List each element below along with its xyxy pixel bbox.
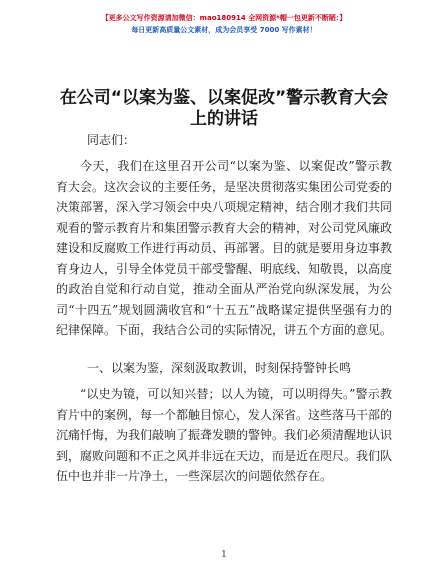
section-heading-1: 一、以案为鉴，深刻汲取教训，时刻保持警钟长鸣 [87, 361, 352, 375]
promo-banner-line-1: 【更多公文写作资源请加微信：mao180914 全网资源*帽一包更新不断陋：】 [101, 14, 347, 22]
document-title-line-1: 在公司“以案为鉴、以案促改”警示教育大会 [59, 88, 389, 108]
salutation: 同志们： [87, 133, 136, 147]
promo-banner-line-2: 每日更新高质量公文素材，成为会员享受 7000 写作素材！ [131, 26, 317, 34]
page-number: 1 [221, 550, 227, 560]
body-paragraph-1: 今天，我们在这里召开公司“以案为鉴、以案促改”警示教育大会。这次会议的主要任务，是坚决贯彻落实集团公司党委的决策部署，深入学习领会中央八项规定精神，结合刚才我们共同观看的警示教育片和集团警示教育大会的精神，对公司党风廉政建设和反腐败工作进行再动员、再部署。目的就是要用身边事教育身边人，引导全体党员干部受警醒、明底线、知敬畏，以高度的政治自觉和行动自觉，推动全面从严治党向纵深发展，为公司“十四五”规划圆满收官和“十五五”战略谋定提供坚强有力的纪律保障。下面，我结合公司的实际情况，讲五个方面的意见。 [56, 159, 393, 337]
document-title-line-2: 上的讲话 [190, 109, 258, 129]
body-paragraph-2: “以史为镜，可以知兴替；以人为镜，可以明得失。”警示教育片中的案例，每一个都触目惊心，发人深省。这些落马干部的沉痛忏悔，为我们敲响了振聋发聩的警钟。我们必须清醒地认识到，腐败问题和不正之风并非远在天边，而是近在咫尺。我们队伍中也并非一片净土，一些深层次的问题依然存在。 [56, 387, 393, 483]
